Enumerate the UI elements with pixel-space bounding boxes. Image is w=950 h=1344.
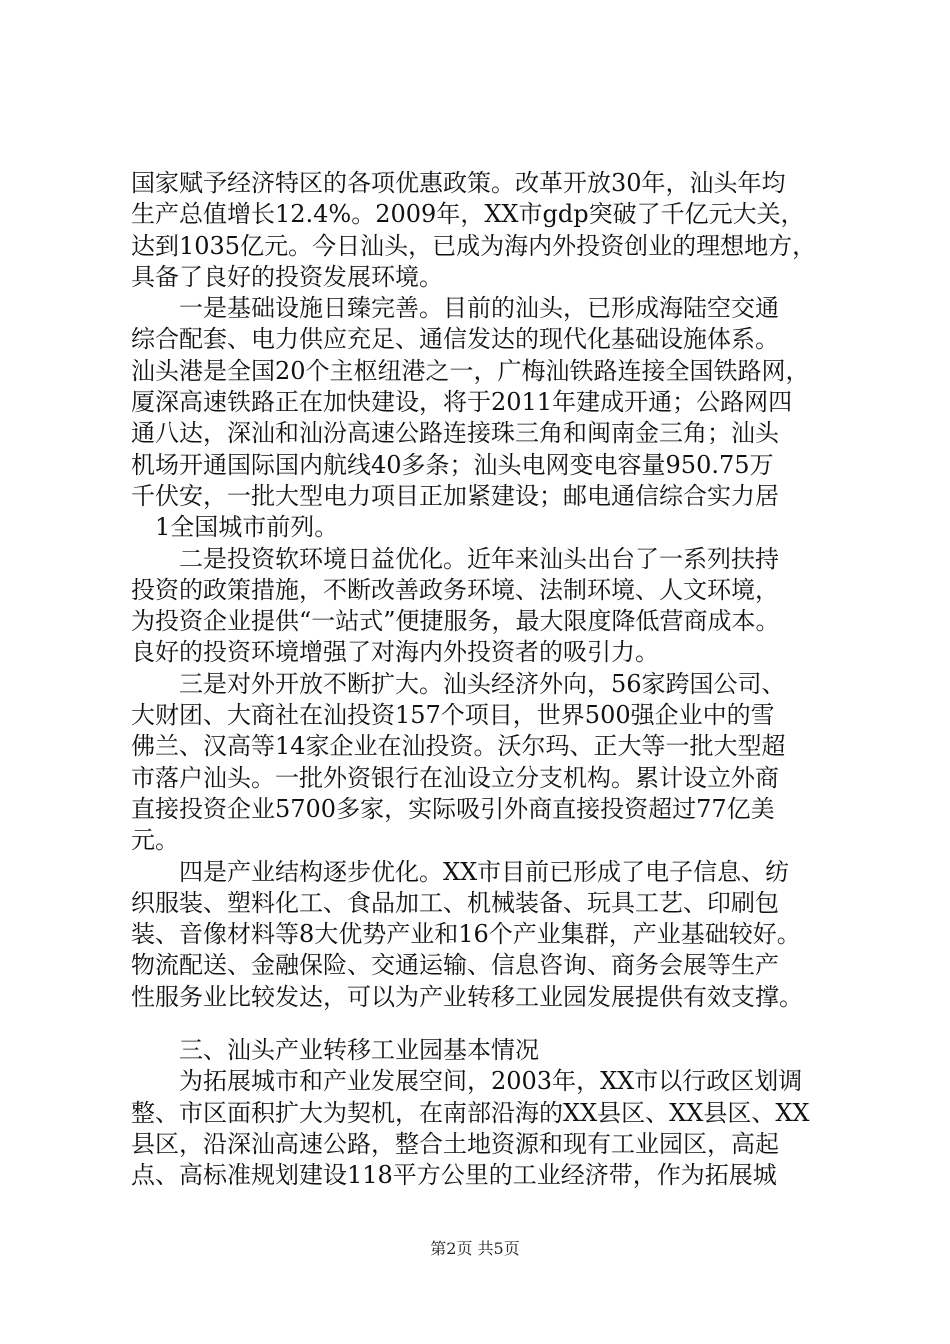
text-line: 具备了良好的投资发展环境。 [131, 262, 443, 291]
text-line: 装、音像材料等8大优势产业和16个产业集群，产业基础较好。 [131, 920, 801, 949]
text-line: 元。 [131, 826, 179, 855]
text-line: 机场开通国际国内航线40多条；汕头电网变电容量950.75万 [131, 450, 774, 479]
text-line: 国家赋予经济特区的各项优惠政策。改革开放30年，汕头年均 [131, 169, 786, 197]
text-line: 汕头港是全国20个主枢纽港之一，广梅汕铁路连接全国铁路网， [131, 356, 810, 385]
text-line: 生产总值增长12.4%。2009年，XX市gdp突破了千亿元大关， [131, 200, 805, 229]
text-line: 整、市区面积扩大为契机，在南部沿海的XX县区、XX县区、XX [131, 1098, 810, 1127]
text-line: 织服装、塑料化工、食品加工、机械装备、玩具工艺、印刷包 [131, 888, 779, 917]
text-line: 佛兰、汉高等14家企业在汕投资。沃尔玛、正大等一批大型超 [131, 732, 786, 761]
paragraph-first-line: 一是基础设施日臻完善。目前的汕头，已形成海陆空交通 [179, 294, 779, 323]
text-line: 市落户汕头。一批外资银行在汕设立分支机构。累计设立外商 [131, 763, 779, 792]
text-line: 县区，沿深汕高速公路，整合土地资源和现有工业园区，高起 [131, 1129, 779, 1158]
text-line: 为投资企业提供“一站式”便捷服务，最大限度降低营商成本。 [131, 607, 780, 636]
page-number-label: 第2页 共5页 [430, 1239, 520, 1258]
text-line: 综合配套、电力供应充足、通信发达的现代化基础设施体系。 [131, 325, 779, 354]
paragraph-first-line: 三是对外开放不断扩大。汕头经济外向，56家跨国公司、 [179, 669, 786, 698]
text-line: 厦深高速铁路正在加快建设，将于2011年建成开通；公路网四 [131, 388, 793, 417]
paragraph-first-line: 为拓展城市和产业发展空间，2003年，XX市以行政区划调 [179, 1067, 803, 1096]
section-spacer [131, 1013, 831, 1035]
text-line: 投资的政策措施，不断改善政务环境、法制环境、人文环境， [131, 575, 779, 604]
paragraph-first-line: 四是产业结构逐步优化。XX市目前已形成了电子信息、纺 [179, 857, 790, 886]
text-line: 达到1035亿元。今日汕头，已成为海内外投资创业的理想地方， [131, 231, 817, 260]
text-line: 1全国城市前列。 [155, 513, 339, 542]
text-line: 良好的投资环境增强了对海内外投资者的吸引力。 [131, 638, 659, 667]
text-line: 千伏安，一批大型电力项目正加紧建设；邮电通信综合实力居 [131, 481, 779, 510]
text-line: 点、高标准规划建设118平方公里的工业经济带，作为拓展城 [131, 1161, 777, 1190]
document-body [131, 168, 831, 1192]
text-line: 直接投资企业5700多家，实际吸引外商直接投资超过77亿美 [131, 794, 775, 823]
paragraph-first-line: 二是投资软环境日益优化。近年来汕头出台了一系列扶持 [179, 544, 779, 573]
text-line: 性服务业比较发达，可以为产业转移工业园发展提供有效支撑。 [131, 982, 803, 1011]
text-line: 大财团、大商社在汕投资157个项目，世界500强企业中的雪 [131, 701, 775, 730]
section-heading: 三、汕头产业转移工业园基本情况 [179, 1036, 539, 1065]
text-line: 通八达，深汕和汕汾高速公路连接珠三角和闽南金三角；汕头 [131, 419, 779, 448]
page-footer [0, 1236, 950, 1259]
text-line: 物流配送、金融保险、交通运输、信息咨询、商务会展等生产 [131, 951, 779, 980]
